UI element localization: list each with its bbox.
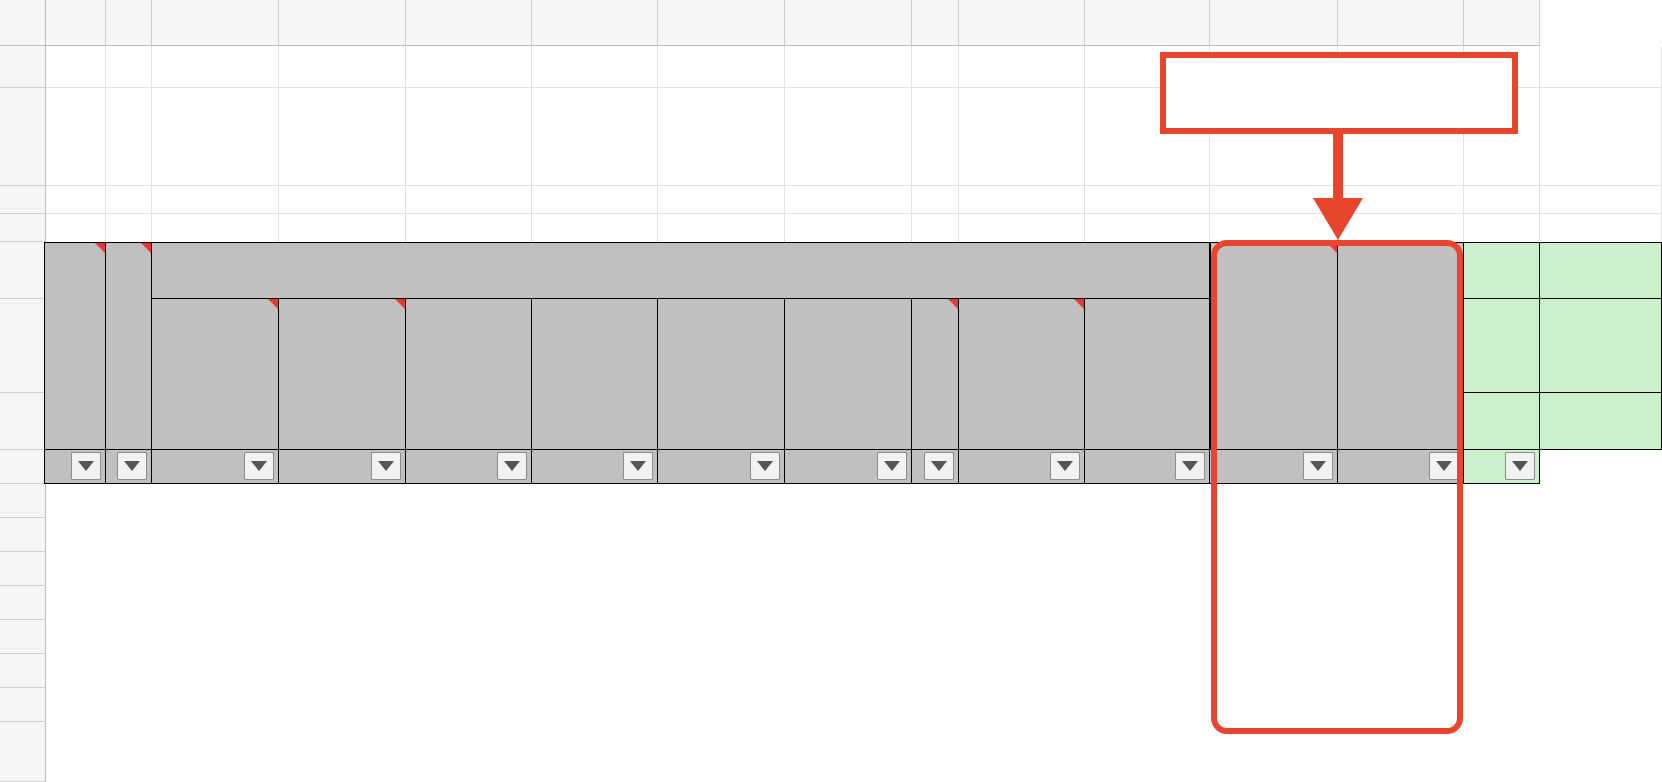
filter-cell-g bbox=[658, 450, 785, 484]
header-memo[interactable] bbox=[1085, 299, 1210, 450]
dropdown-arrow-icon bbox=[1057, 461, 1073, 471]
filter-cell-a bbox=[44, 450, 106, 484]
row-header-3[interactable] bbox=[0, 186, 46, 214]
column-header-j[interactable] bbox=[959, 0, 1085, 46]
dropdown-arrow-icon bbox=[630, 461, 646, 471]
dropdown-arrow-icon bbox=[504, 461, 520, 471]
filter-cell-j bbox=[959, 450, 1085, 484]
header-amazon[interactable] bbox=[1464, 299, 1540, 393]
comment-marker bbox=[395, 299, 405, 309]
filter-cell-f bbox=[532, 450, 658, 484]
column-header-e[interactable] bbox=[406, 0, 532, 46]
filter-cell-n bbox=[1464, 450, 1540, 484]
dropdown-arrow-icon bbox=[378, 461, 394, 471]
header-model[interactable] bbox=[532, 299, 658, 450]
header-product-id[interactable] bbox=[44, 242, 106, 450]
filter-cell-e bbox=[406, 450, 532, 484]
dropdown-arrow-icon bbox=[78, 461, 94, 471]
row-header-2[interactable] bbox=[0, 88, 46, 186]
row-header-6[interactable] bbox=[0, 299, 46, 393]
header-tag[interactable] bbox=[959, 299, 1085, 450]
header-survey-group-2 bbox=[1540, 242, 1662, 299]
header-asin[interactable] bbox=[1464, 393, 1540, 450]
filter-dropdown-button[interactable] bbox=[623, 452, 653, 480]
filter-dropdown-button[interactable] bbox=[497, 452, 527, 480]
header-favorite[interactable] bbox=[912, 299, 959, 450]
column-header-n[interactable] bbox=[1464, 0, 1540, 46]
column-header-g[interactable] bbox=[658, 0, 785, 46]
row-header-15[interactable] bbox=[0, 688, 46, 722]
column-header-k[interactable] bbox=[1085, 0, 1210, 46]
dropdown-arrow-icon bbox=[1182, 461, 1198, 471]
row-header-10[interactable] bbox=[0, 518, 46, 552]
row-header-13[interactable] bbox=[0, 620, 46, 654]
column-header-b[interactable] bbox=[106, 0, 152, 46]
dropdown-arrow-icon bbox=[1310, 461, 1326, 471]
header-alert-2[interactable] bbox=[1338, 242, 1464, 450]
row-header-11[interactable] bbox=[0, 552, 46, 586]
header-jan[interactable] bbox=[406, 299, 532, 450]
header-own-code[interactable] bbox=[279, 299, 406, 450]
comment-marker bbox=[268, 299, 278, 309]
row-header-8[interactable] bbox=[0, 450, 46, 484]
filter-dropdown-button[interactable] bbox=[877, 452, 907, 480]
callout-arrow-icon bbox=[1310, 134, 1366, 242]
header-amazon-2[interactable] bbox=[1540, 299, 1662, 393]
filter-dropdown-button[interactable] bbox=[1050, 452, 1080, 480]
row-header-1[interactable] bbox=[0, 46, 46, 88]
dropdown-arrow-icon bbox=[124, 461, 140, 471]
gridline bbox=[46, 213, 1662, 214]
column-header-h[interactable] bbox=[785, 0, 912, 46]
dropdown-arrow-icon bbox=[884, 461, 900, 471]
filter-dropdown-button[interactable] bbox=[1505, 452, 1535, 480]
header-category[interactable] bbox=[785, 299, 912, 450]
comment-marker bbox=[95, 243, 105, 253]
filter-dropdown-button[interactable] bbox=[1303, 452, 1333, 480]
callout-label bbox=[1160, 52, 1518, 134]
row-header-4[interactable] bbox=[0, 214, 46, 242]
dropdown-arrow-icon bbox=[931, 461, 947, 471]
dropdown-arrow-icon bbox=[1436, 461, 1452, 471]
dropdown-arrow-icon bbox=[251, 461, 267, 471]
filter-dropdown-button[interactable] bbox=[1175, 452, 1205, 480]
column-header-i[interactable] bbox=[912, 0, 959, 46]
row-header-5[interactable] bbox=[0, 242, 46, 299]
filter-dropdown-button[interactable] bbox=[371, 452, 401, 480]
header-maker[interactable] bbox=[658, 299, 785, 450]
row-header-9[interactable] bbox=[0, 484, 46, 518]
column-header-d[interactable] bbox=[279, 0, 406, 46]
filter-cell-h bbox=[785, 450, 912, 484]
filter-cell-k bbox=[1085, 450, 1210, 484]
select-all-corner[interactable] bbox=[0, 0, 46, 46]
filter-dropdown-button[interactable] bbox=[924, 452, 954, 480]
comment-marker bbox=[948, 299, 958, 309]
row-header-7[interactable] bbox=[0, 393, 46, 450]
column-header-l[interactable] bbox=[1210, 0, 1338, 46]
header-group-basic bbox=[152, 242, 1210, 299]
filter-cell-m bbox=[1338, 450, 1464, 484]
header-name[interactable] bbox=[152, 299, 279, 450]
column-header-m[interactable] bbox=[1338, 0, 1464, 46]
filter-dropdown-button[interactable] bbox=[1429, 452, 1459, 480]
filter-dropdown-button[interactable] bbox=[117, 452, 147, 480]
comment-marker bbox=[1327, 243, 1337, 253]
row-header-14[interactable] bbox=[0, 654, 46, 688]
gridline bbox=[46, 185, 1662, 186]
filter-cell-d bbox=[279, 450, 406, 484]
dropdown-arrow-icon bbox=[757, 461, 773, 471]
row-header-12[interactable] bbox=[0, 586, 46, 620]
comment-marker bbox=[1074, 299, 1084, 309]
filter-cell-l bbox=[1210, 450, 1338, 484]
filter-dropdown-button[interactable] bbox=[71, 452, 101, 480]
filter-dropdown-button[interactable] bbox=[244, 452, 274, 480]
header-asin-2[interactable] bbox=[1540, 393, 1662, 450]
header-delete[interactable] bbox=[106, 242, 152, 450]
filter-dropdown-button[interactable] bbox=[750, 452, 780, 480]
dropdown-arrow-icon bbox=[1512, 461, 1528, 471]
filter-cell-b bbox=[106, 450, 152, 484]
column-header-c[interactable] bbox=[152, 0, 279, 46]
filter-cell-i bbox=[912, 450, 959, 484]
comment-marker bbox=[141, 243, 151, 253]
header-alert-1[interactable] bbox=[1210, 242, 1338, 450]
header-survey-group bbox=[1464, 242, 1540, 299]
column-header-a[interactable] bbox=[46, 0, 106, 46]
column-header-f[interactable] bbox=[532, 0, 658, 46]
filter-cell-c bbox=[152, 450, 279, 484]
row-header-16[interactable] bbox=[0, 722, 46, 782]
